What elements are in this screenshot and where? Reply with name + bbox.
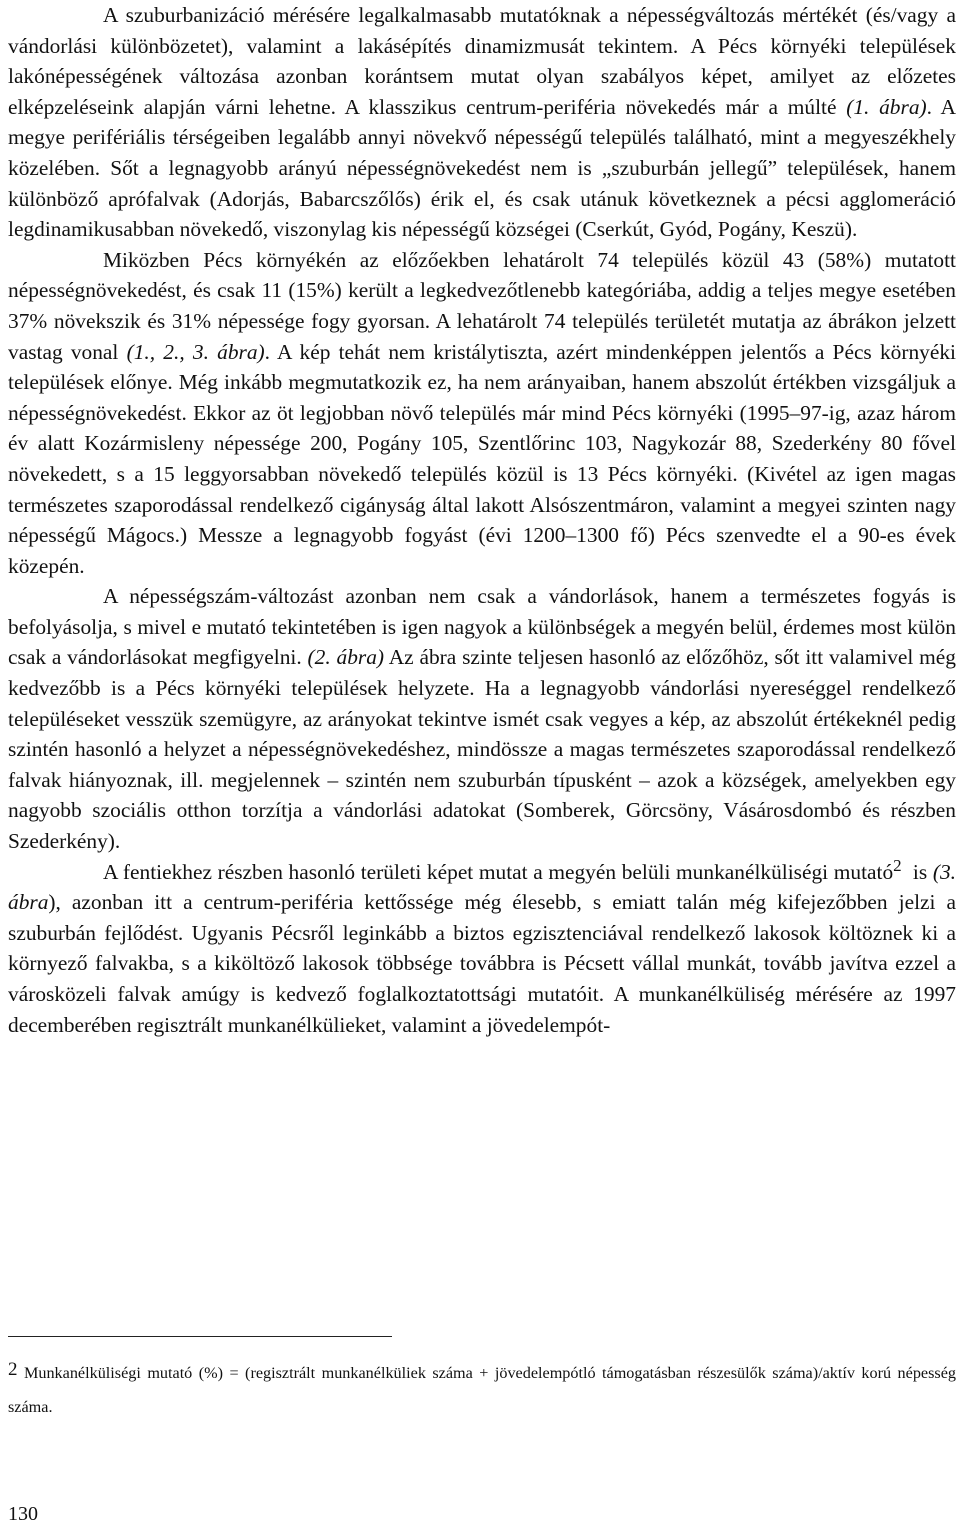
paragraph-text: Miközben Pécs környékén az előzőekben lehatárolt 74 település közül 43 (58%) mutatott népességnövekedést, és csak 11 (15%) került a legkedvezőtlenebb kategóriába, addig a teljes megye esetében 37% növekszik és 31% népessége fogy gyorsan. A lehatárolt 74 település területét mutatja az ábrákon jelzett vastag vonal [8, 247, 956, 364]
page-number: 130 [8, 1503, 38, 1525]
figure-reference: (1., 2., 3. ábra) [126, 339, 265, 364]
paragraph [8, 0, 956, 245]
footnote-divider [8, 1336, 392, 1337]
body-text [8, 0, 956, 1040]
footnote-text: Munkanélküliségi mutató (%) = (regisztrált munkanélküliek száma + jövedelempótló támogatásban részesülők száma)/aktív korú népesség száma. [8, 1364, 956, 1416]
figure-reference: (2. ábra) [307, 645, 385, 670]
paragraph [8, 857, 956, 1041]
paragraph-text: A népességszám-változást azonban nem csak a vándorlások, hanem a természetes fogyás is befolyásolja, s mivel e mutató tekintetében is igen nagyok a különbségek a megyén belül, érdemes most külön csak a vándorlásokat megfigyelni. [8, 584, 956, 670]
paragraph-text: A szuburbanizáció mérésére legalkalmasabb mutatóknak a népességváltozás mértékét (és/vagy a vándorlási különbözetet), valamint a lakásépítés dinamizmusát tekintem. A Pécs környéki települések lakónépességének változása azonban korántsem mutat olyan szabályos képet, amilyet az előzetes elképzeléseink alapján várni lehetne. A klasszikus centrum-periféria növekedés már a múlté [8, 3, 956, 119]
paragraph-text: . A megye perifériális térségeiben legalább annyi növekvő népességű település található, mint a megyeszékhely közelében. Sőt a legnagyobb arányú népességnövekedést nem is „szuburbán jellegű” települések, hanem különböző aprófalvak (Adorjás, Babarcszőlős) érik el, és csak utánuk következnek a pécsi agglomeráció legdinamikusabban növekedő, viszonylag kis népességű községei (Cserkút, Gyód, Pogány, Keszü). [8, 94, 956, 242]
paragraph-text: . A kép tehát nem kristálytiszta, azért mindenképpen jelentős a Pécs környéki települések előnye. Még inkább megmutatkozik ez, ha nem arányaiban, hanem abszolút értékben vizsgáljuk a népességnövekedést. Ekkor az öt legjobban növő település már mind Pécs környéki (1995–97-ig, azaz három év alatt Kozármisleny népessége 200, Pogány 105, Szentlőrinc 103, Nagykozár 88, Szederkény 80 fővel növekedett, s a 15 leggyorsabban növekedő település közül is 13 Pécs környéki. (Kivétel az igen magas természetes szaporodással rendelkező cigányság által lakott Alsószentmáron, valamint a megyei szinten nagy népességű Mágocs.) Messze a legnagyobb fogyást (évi 1200–1300 fő) Pécs szenvedte el a 90-es évek közepén. [8, 339, 956, 578]
paragraph-text: ), azonban itt a centrum-periféria kettőssége még élesebb, s emiatt talán még kifejezőbben jelzi a szuburbán fejlődést. Ugyanis Pécsről leginkább a biztos egzisztenciával rendelkező lakosok költöznek ki a környező falvakba, s a kiköltöző lakosok többsége továbbra is Pécsett vállal munkát, tovább javítva ezzel a városközeli falvak amúgy is kedvező foglalkoztatottsági mutatóit. A munkanélküliség mérésére az 1997 decemberében regisztrált munkanélkülieket, valamint a jövedelempót- [8, 890, 956, 1037]
paragraph-text: is [901, 859, 933, 884]
paragraph [8, 245, 956, 582]
figure-reference: (1. ábra) [846, 94, 927, 119]
footnote [8, 1356, 956, 1424]
footnote-number: 2 [8, 1359, 18, 1380]
paragraph-text: A fentiekhez részben hasonló területi képet mutat a megyén belüli munkanélküliségi mutató [103, 859, 894, 884]
footnote-marker: 2 [893, 855, 902, 875]
figure-reference: (3. ábra [8, 859, 957, 915]
paragraph [8, 581, 956, 856]
paragraph-text: Az ábra szinte teljesen hasonló az előzőhöz, sőt itt valamivel még kedvezőbb is a Pécs környéki települések helyzete. Ha a legnagyobb vándorlási nyereséggel rendelkező településeket vesszük szemügyre, az arányokat tekintve ismét csak vegyes a kép, az abszolút értékeknél pedig szintén hasonló a helyzet a népességnövekedéshez, mindössze a magas természetes szaporodással rendelkező falvak hiányoznak, ill. megjelennek – szintén nem szuburbán típusként – azok a községek, amelyekben egy nagyobb szociális otthon torzítja a vándorlási adatokat (Somberek, Görcsöny, Vásárosdombó és részben Szederkény). [8, 645, 956, 854]
